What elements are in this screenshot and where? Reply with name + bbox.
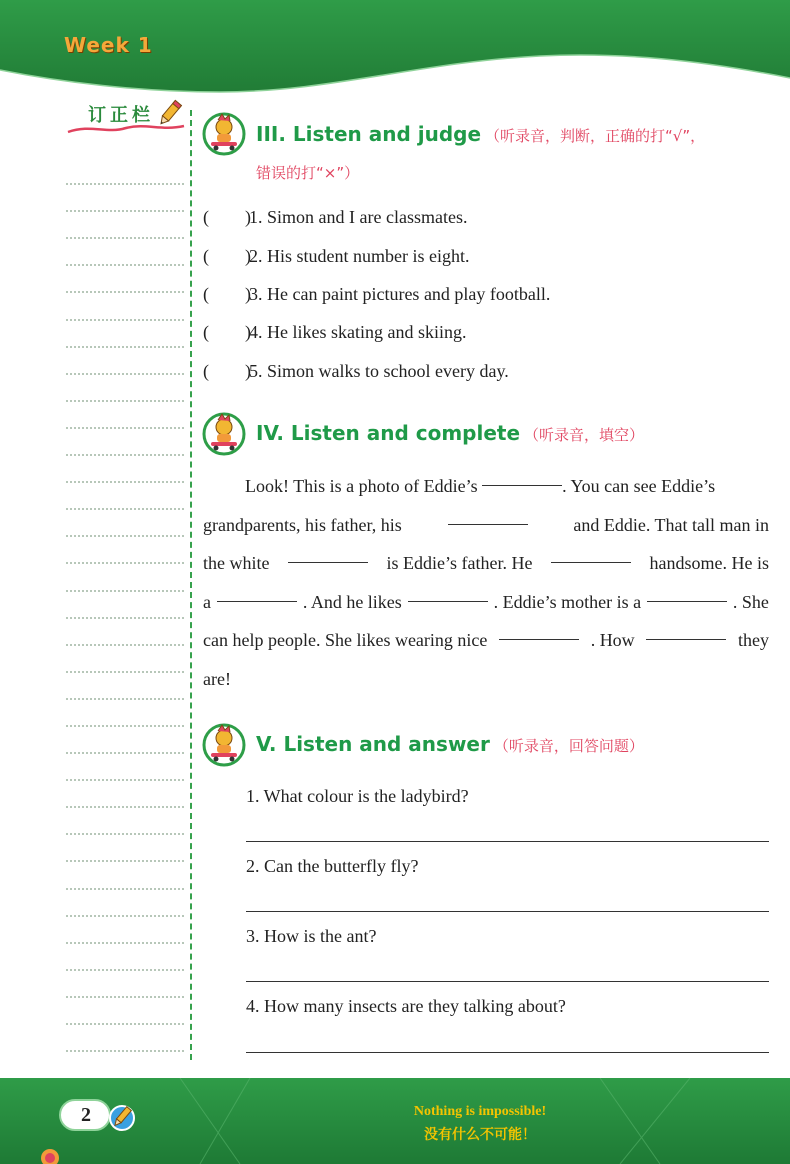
judge-item <box>203 318 466 344</box>
question: 4. How many insects are they talking about? <box>246 996 566 1016</box>
title-underline-swoosh <box>66 122 186 136</box>
passage-line: grandparents, his father, his and Eddie. That tall man in <box>203 506 769 545</box>
judge-item <box>203 203 467 229</box>
column-divider <box>190 110 192 1060</box>
passage-line: Look! This is a photo of Eddie’s . You can see Eddie’s <box>203 467 769 506</box>
answer-paren[interactable]: ( ) <box>203 322 251 342</box>
section-4-heading <box>256 421 644 445</box>
correction-lines <box>66 158 184 1052</box>
passage-line: a . And he likes . Eddie’s mother is a . She <box>203 583 769 622</box>
judge-item <box>203 357 509 383</box>
section-5-heading <box>256 732 644 756</box>
passage-line: the white is Eddie’s father. He handsome. He is <box>203 544 769 583</box>
correction-column-title: 订正栏 <box>88 105 154 126</box>
page-number: 2 <box>81 1104 91 1126</box>
fill-blank[interactable] <box>408 583 488 602</box>
mascot-skateboard-icon <box>202 410 246 456</box>
fill-blank[interactable] <box>288 544 368 563</box>
fill-blank[interactable] <box>499 621 579 640</box>
fill-blank[interactable] <box>647 583 727 602</box>
cloze-passage <box>203 467 769 698</box>
answer-paren[interactable]: ( ) <box>203 361 251 381</box>
section-3-instruction: （听录音，判断，正确的打“√”， <box>485 127 706 145</box>
section-3-title: III. Listen and judge <box>256 122 482 146</box>
section-4-title: IV. Listen and complete <box>256 421 521 445</box>
fill-blank[interactable] <box>448 506 528 525</box>
motto-english: Nothing is impossible! <box>413 1104 547 1119</box>
question: 3. How is the ant? <box>246 926 377 946</box>
judge-text: 3. He can paint pictures and play football. <box>249 284 551 304</box>
fill-blank[interactable] <box>482 467 562 486</box>
section-5-instruction: （听录音，回答问题） <box>493 737 644 755</box>
judge-text: 4. He likes skating and skiing. <box>249 322 467 342</box>
judge-text: 2. His student number is eight. <box>249 246 470 266</box>
judge-text: 5. Simon walks to school every day. <box>249 361 509 381</box>
section-3-heading <box>256 122 705 146</box>
pencil-badge-icon <box>108 1102 136 1132</box>
answer-line[interactable] <box>246 1052 769 1053</box>
answer-paren[interactable]: ( ) <box>203 284 251 304</box>
section-4-instruction: （听录音，填空） <box>524 426 645 444</box>
answer-line[interactable] <box>246 841 769 842</box>
answer-line[interactable] <box>246 981 769 982</box>
passage-line: can help people. She likes wearing nice . How they <box>203 621 769 660</box>
fill-blank[interactable] <box>217 583 297 602</box>
passage-line: are! <box>203 668 231 689</box>
fill-blank[interactable] <box>551 544 631 563</box>
motto-chinese: 没有什么不可能！ <box>424 1127 536 1143</box>
question: 2. Can the butterfly fly? <box>246 856 419 876</box>
answer-paren[interactable]: ( ) <box>203 207 251 227</box>
judge-item <box>203 242 469 268</box>
judge-item <box>203 280 550 306</box>
question: 1. What colour is the ladybird? <box>246 786 469 806</box>
mascot-skateboard-icon <box>202 110 246 156</box>
section-5-title: V. Listen and answer <box>256 732 490 756</box>
section-3-instruction-cont: 错误的打“×”） <box>256 164 360 182</box>
answer-paren[interactable]: ( ) <box>203 246 251 266</box>
mascot-skateboard-icon <box>202 721 246 767</box>
judge-text: 1. Simon and I are classmates. <box>249 207 468 227</box>
fill-blank[interactable] <box>646 621 726 640</box>
answer-line[interactable] <box>246 911 769 912</box>
week-label: Week 1 <box>64 33 153 57</box>
